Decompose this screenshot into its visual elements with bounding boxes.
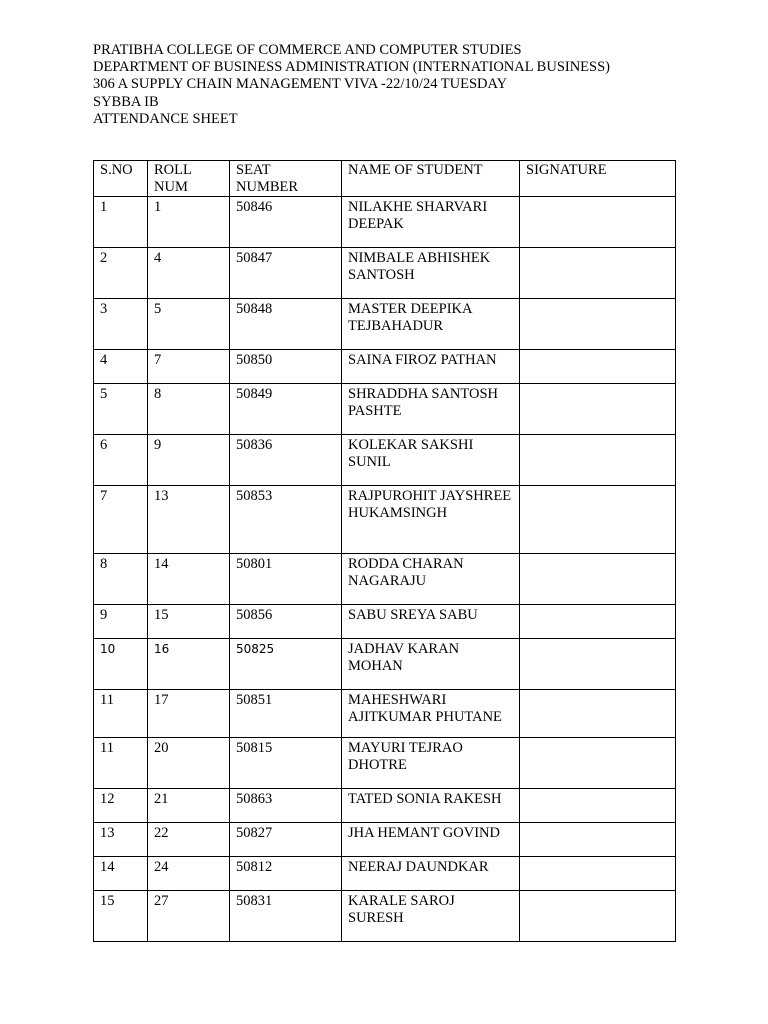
table-row [94, 248, 676, 299]
signature-cell[interactable] [520, 789, 676, 823]
sno-cell: 9 [94, 605, 148, 639]
roll-cell: 4 [148, 248, 230, 299]
name-cell: JHA HEMANT GOVIND [342, 823, 520, 857]
sno-cell: 2 [94, 248, 148, 299]
roll-cell: 27 [148, 891, 230, 942]
seat-cell: 50831 [230, 891, 342, 942]
seat-cell: 50848 [230, 299, 342, 350]
roll-cell: 7 [148, 350, 230, 384]
sno-cell: 11 [94, 690, 148, 738]
sno-cell: 7 [94, 486, 148, 554]
name-cell: KARALE SAROJ SURESH [342, 891, 520, 942]
seat-cell: 50863 [230, 789, 342, 823]
sno-cell: 12 [94, 789, 148, 823]
name-cell: SAINA FIROZ PATHAN [342, 350, 520, 384]
sno-cell: 3 [94, 299, 148, 350]
attendance-table [93, 160, 676, 942]
table-row [94, 857, 676, 891]
name-cell: TATED SONIA RAKESH [342, 789, 520, 823]
sheet-title: ATTENDANCE SHEET [93, 110, 238, 127]
sno-cell: 11 [94, 738, 148, 789]
roll-cell: 14 [148, 554, 230, 605]
sno-cell: 5 [94, 384, 148, 435]
document-header [93, 42, 610, 128]
table-row [94, 639, 676, 690]
name-cell: MASTER DEEPIKA TEJBAHADUR [342, 299, 520, 350]
name-cell: RAJPUROHIT JAYSHREE HUKAMSINGH [342, 486, 520, 554]
table-row [94, 789, 676, 823]
seat-cell: 50849 [230, 384, 342, 435]
seat-cell: 50851 [230, 690, 342, 738]
sno-cell: 6 [94, 435, 148, 486]
roll-cell: 17 [148, 690, 230, 738]
signature-cell[interactable] [520, 857, 676, 891]
roll-cell: 21 [148, 789, 230, 823]
table-row [94, 554, 676, 605]
table-row [94, 738, 676, 789]
table-header-row [94, 161, 676, 197]
roll-cell: 5 [148, 299, 230, 350]
name-cell: MAHESHWARI AJITKUMAR PHUTANE [342, 690, 520, 738]
seat-cell: 50846 [230, 197, 342, 248]
table-row [94, 350, 676, 384]
roll-cell: 8 [148, 384, 230, 435]
column-header-seat: SEAT NUMBER [230, 161, 342, 197]
name-cell: MAYURI TEJRAO DHOTRE [342, 738, 520, 789]
table-row [94, 435, 676, 486]
sno-cell: 15 [94, 891, 148, 942]
seat-cell: 50815 [230, 738, 342, 789]
roll-cell: 22 [148, 823, 230, 857]
column-header-signature: SIGNATURE [520, 161, 676, 197]
signature-cell[interactable] [520, 891, 676, 942]
seat-cell: 50856 [230, 605, 342, 639]
seat-cell: 50850 [230, 350, 342, 384]
seat-cell: 50812 [230, 857, 342, 891]
table-row [94, 197, 676, 248]
signature-cell[interactable] [520, 486, 676, 554]
sno-cell: 10 [94, 639, 148, 690]
table-row [94, 299, 676, 350]
seat-cell: 50825 [230, 639, 342, 690]
sno-cell: 1 [94, 197, 148, 248]
sno-cell: 13 [94, 823, 148, 857]
signature-cell[interactable] [520, 639, 676, 690]
sno-cell: 14 [94, 857, 148, 891]
name-cell: SHRADDHA SANTOSH PASHTE [342, 384, 520, 435]
table-row [94, 891, 676, 942]
roll-cell: 24 [148, 857, 230, 891]
table-row [94, 690, 676, 738]
signature-cell[interactable] [520, 823, 676, 857]
signature-cell[interactable] [520, 299, 676, 350]
roll-cell: 20 [148, 738, 230, 789]
name-cell: NILAKHE SHARVARI DEEPAK [342, 197, 520, 248]
signature-cell[interactable] [520, 435, 676, 486]
seat-cell: 50801 [230, 554, 342, 605]
signature-cell[interactable] [520, 738, 676, 789]
signature-cell[interactable] [520, 248, 676, 299]
table-row [94, 384, 676, 435]
class-name: SYBBA IB [93, 93, 159, 110]
department-name: DEPARTMENT OF BUSINESS ADMINISTRATION (INTERNATIONAL BUSINESS) [93, 59, 611, 76]
seat-cell: 50827 [230, 823, 342, 857]
roll-cell: 9 [148, 435, 230, 486]
roll-cell: 13 [148, 486, 230, 554]
roll-cell: 16 [148, 639, 230, 690]
roll-cell: 1 [148, 197, 230, 248]
roll-cell: 15 [148, 605, 230, 639]
exam-title: 306 A SUPPLY CHAIN MANAGEMENT VIVA -22/10/24 TUESDAY [93, 76, 508, 93]
signature-cell[interactable] [520, 197, 676, 248]
signature-cell[interactable] [520, 690, 676, 738]
sno-cell: 4 [94, 350, 148, 384]
name-cell: JADHAV KARAN MOHAN [342, 639, 520, 690]
signature-cell[interactable] [520, 350, 676, 384]
signature-cell[interactable] [520, 605, 676, 639]
signature-cell[interactable] [520, 554, 676, 605]
column-header-roll: ROLL NUM [148, 161, 230, 197]
name-cell: NIMBALE ABHISHEK SANTOSH [342, 248, 520, 299]
table-row [94, 823, 676, 857]
sno-cell: 8 [94, 554, 148, 605]
name-cell: NEERAJ DAUNDKAR [342, 857, 520, 891]
seat-cell: 50847 [230, 248, 342, 299]
seat-cell: 50836 [230, 435, 342, 486]
name-cell: KOLEKAR SAKSHI SUNIL [342, 435, 520, 486]
college-name: PRATIBHA COLLEGE OF COMMERCE AND COMPUTER STUDIES [93, 42, 522, 58]
column-header-sno: S.NO [94, 161, 148, 197]
table-row [94, 486, 676, 554]
name-cell: RODDA CHARAN NAGARAJU [342, 554, 520, 605]
table-row [94, 605, 676, 639]
column-header-name: NAME OF STUDENT [342, 161, 520, 197]
signature-cell[interactable] [520, 384, 676, 435]
seat-cell: 50853 [230, 486, 342, 554]
name-cell: SABU SREYA SABU [342, 605, 520, 639]
